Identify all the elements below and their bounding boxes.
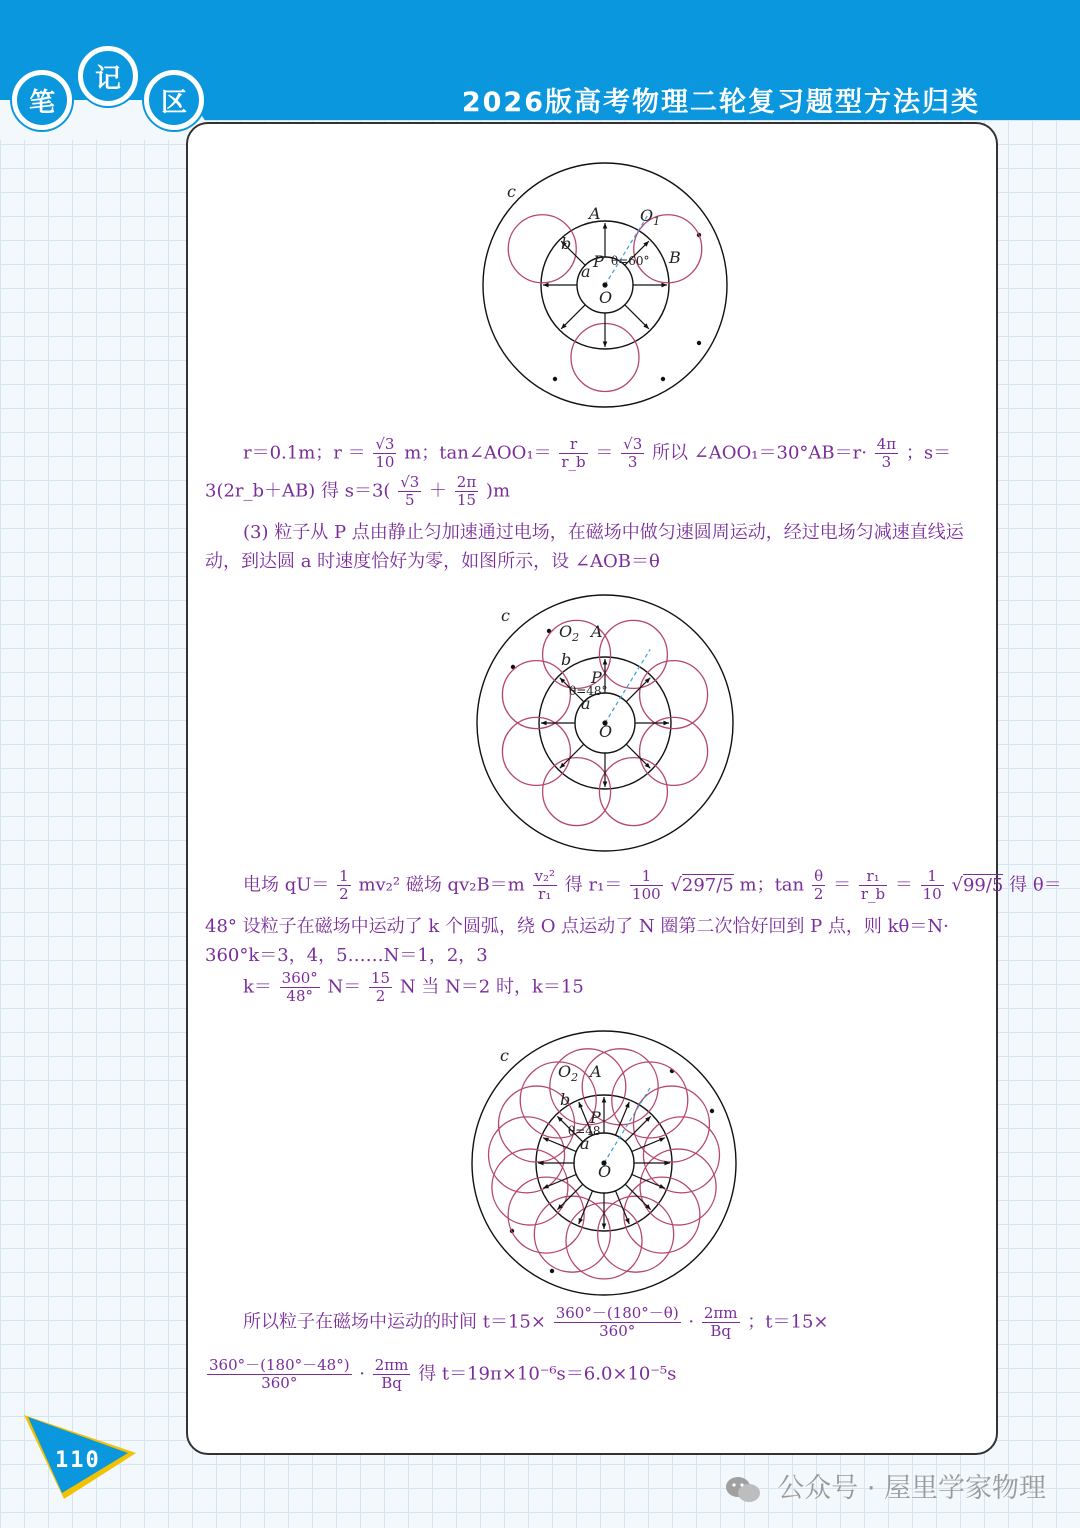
p2-line1: (3) 粒子从 P 点由静止匀加速通过电场，在磁场中做匀速圆周运动，经过电场匀减速直线运 bbox=[243, 522, 964, 543]
p1-line1 bbox=[205, 436, 980, 474]
p1-frac4 bbox=[875, 436, 898, 471]
p3-frac4 bbox=[812, 868, 826, 903]
p1-l1-d: ＝ bbox=[595, 442, 614, 464]
arrow-head bbox=[603, 781, 608, 787]
p2-line2: 动，到达圆 a 时速度恰好为零，如图所示，设 ∠AOB＝θ bbox=[205, 551, 660, 572]
label-theta: θ=48° bbox=[569, 684, 608, 698]
label-O2: $O_2$ bbox=[559, 622, 580, 644]
p3-line1 bbox=[205, 867, 1062, 912]
p1-frac6-num: 2π bbox=[456, 473, 477, 491]
p3-frac2-den: r₁ bbox=[538, 885, 552, 903]
label-B: B bbox=[669, 248, 681, 267]
trajectory-arc bbox=[643, 1117, 719, 1193]
p3-frac8-den: 2 bbox=[375, 987, 386, 1005]
arrow-head bbox=[579, 1102, 583, 1108]
p3-frac7 bbox=[280, 970, 320, 1005]
label-a: a bbox=[581, 694, 591, 713]
label-theta: θ=60° bbox=[611, 254, 650, 268]
arrow-head bbox=[663, 721, 669, 726]
p4-l1-c: ；t＝15× bbox=[747, 1311, 829, 1333]
trajectory-arc bbox=[489, 1117, 565, 1193]
p3-frac3 bbox=[630, 868, 663, 903]
p4-l1-a: 所以粒子在磁场中运动的时间 t＝15× bbox=[243, 1311, 546, 1333]
arrow-head bbox=[625, 1102, 629, 1108]
trajectory-arc bbox=[492, 1149, 568, 1225]
p4-frac3-den: 360° bbox=[261, 1374, 298, 1392]
p3-frac3-num: 1 bbox=[630, 868, 663, 886]
arrow-head bbox=[602, 1223, 607, 1229]
p1-line2 bbox=[205, 474, 980, 518]
p3-frac8-num: 15 bbox=[371, 969, 391, 987]
label-b: b bbox=[561, 650, 572, 669]
p1-frac2-num: r bbox=[559, 436, 587, 454]
paragraph-3 bbox=[205, 867, 1062, 1014]
label-c: c bbox=[500, 1046, 509, 1065]
wechat-icon bbox=[725, 1475, 761, 1505]
p3-frac5-num: r₁ bbox=[859, 868, 887, 886]
paragraph-4 bbox=[205, 1305, 980, 1409]
label-P: P bbox=[591, 668, 602, 687]
p1-frac4-den: 3 bbox=[881, 453, 892, 471]
p3-l1-b: mv₂² 磁场 qv₂B＝m bbox=[358, 874, 525, 896]
trajectory-arc bbox=[640, 1149, 716, 1225]
p3-frac4-den: 2 bbox=[813, 885, 824, 903]
p3-l1-e: ＝ bbox=[833, 874, 852, 896]
p1-l1-a: r＝0.1m；r bbox=[243, 442, 342, 464]
p4-frac2-num: 2πm bbox=[703, 1304, 738, 1322]
p3-frac2-num: v₂² bbox=[534, 867, 556, 885]
p1-l2-a: 3(2r_b＋AB) 得 s＝3( bbox=[205, 480, 391, 502]
p1-l2-c: )m bbox=[485, 480, 511, 502]
arrow-head bbox=[659, 1184, 665, 1188]
arrow-head bbox=[603, 341, 608, 347]
p4-l1-b: · bbox=[688, 1311, 695, 1333]
p4-frac3 bbox=[207, 1357, 352, 1392]
p3-frac6-den: 10 bbox=[922, 885, 942, 903]
arrow-head bbox=[659, 1138, 665, 1142]
p3-frac5 bbox=[859, 868, 887, 903]
p1-l1-b: ＝ bbox=[347, 442, 366, 464]
figure-2 bbox=[470, 588, 740, 858]
p3-line2: 48° 设粒子在磁场中运动了 k 个圆弧，绕 O 点运动了 N 圈第二次恰好回到 P 点，则 kθ＝N· bbox=[205, 916, 949, 937]
p1-frac1-num: √3 bbox=[375, 435, 395, 453]
arrow-head bbox=[579, 1218, 583, 1224]
field-dot bbox=[710, 1109, 714, 1113]
p3-l1-d: m；tan bbox=[739, 874, 805, 896]
p3-sqrt2: √99/5 bbox=[951, 874, 1004, 896]
trajectory-arc bbox=[599, 620, 667, 688]
label-a: a bbox=[581, 262, 591, 281]
center-O bbox=[602, 282, 607, 287]
label-a: a bbox=[580, 1134, 590, 1153]
p4-frac1-den: 360° bbox=[599, 1322, 636, 1340]
trajectory-arc bbox=[624, 1177, 700, 1253]
p4-line1 bbox=[205, 1305, 980, 1357]
trajectory-arc bbox=[508, 1177, 584, 1253]
p3-l1-f: ＝ bbox=[894, 874, 913, 896]
p1-frac2 bbox=[559, 436, 587, 471]
label-O2: $O_2$ bbox=[558, 1062, 579, 1084]
p1-frac6-den: 15 bbox=[456, 491, 477, 509]
p3-frac4-num: θ bbox=[812, 868, 826, 886]
field-dot bbox=[697, 341, 701, 345]
p3-frac1-num: 1 bbox=[339, 867, 349, 885]
p3-frac2 bbox=[533, 868, 558, 903]
p1-l2-b: ＋ bbox=[429, 480, 448, 502]
figure-1 bbox=[470, 155, 740, 415]
p3-line4 bbox=[205, 970, 980, 1014]
label-theta: θ=48 bbox=[568, 1124, 601, 1138]
p4-frac4-den: Bq bbox=[381, 1374, 402, 1392]
label-O: O bbox=[599, 288, 613, 307]
trajectory-arc bbox=[599, 758, 667, 826]
label-O: O bbox=[599, 722, 613, 741]
p3-frac7-num: 360° bbox=[281, 969, 318, 987]
p3-sqrt1-body: 297/5 bbox=[681, 874, 734, 896]
p3-l1-g: 得 θ＝ bbox=[1009, 874, 1062, 896]
p3-frac3-den: 100 bbox=[632, 885, 661, 903]
arrow-head bbox=[602, 1097, 607, 1103]
p1-frac6 bbox=[455, 474, 478, 509]
p1-frac2-den: r_b bbox=[561, 453, 586, 471]
p3-l4-b: N＝ bbox=[327, 976, 362, 998]
p3-l4-a: k＝ bbox=[243, 976, 272, 998]
p4-frac4 bbox=[373, 1357, 411, 1392]
page-number: 110 bbox=[55, 1448, 101, 1473]
p4-frac2-den: Bq bbox=[710, 1322, 732, 1340]
field-dot bbox=[661, 377, 665, 381]
arrow-head bbox=[543, 1184, 549, 1188]
p1-frac3-den: 3 bbox=[627, 453, 638, 471]
p4-l2-a: · bbox=[359, 1363, 366, 1385]
p3-frac7-den: 48° bbox=[286, 987, 314, 1005]
figure-1-drawing bbox=[483, 163, 727, 407]
p3-frac5-den: r_b bbox=[860, 885, 886, 903]
label-b: b bbox=[561, 234, 572, 253]
badge-qu: 区 bbox=[144, 70, 204, 130]
p1-frac3-num: √3 bbox=[623, 435, 643, 453]
p1-frac5 bbox=[398, 474, 421, 509]
p1-frac1-den: 10 bbox=[375, 453, 395, 471]
trajectory-arc bbox=[502, 717, 570, 785]
p4-frac4-num: 2πm bbox=[374, 1356, 409, 1374]
p1-frac4-num: 4π bbox=[876, 435, 897, 453]
label-c: c bbox=[501, 606, 510, 625]
arrow-head bbox=[603, 223, 608, 229]
field-dot bbox=[550, 1269, 554, 1273]
book-title: 2026版高考物理二轮复习题型方法归类 bbox=[461, 87, 980, 118]
label-P: P bbox=[590, 1108, 601, 1127]
p3-frac6-num: 1 bbox=[921, 868, 944, 886]
label-c: c bbox=[507, 182, 516, 201]
p4-line2 bbox=[205, 1357, 980, 1409]
trajectory-arc bbox=[640, 661, 708, 729]
p3-frac1-den: 2 bbox=[339, 885, 349, 903]
p3-l1-a: 电场 qU＝ bbox=[243, 874, 330, 896]
paragraph-1 bbox=[205, 436, 980, 576]
p3-line3: 360°k＝3，4，5……N＝1，2，3 bbox=[205, 945, 488, 966]
p4-frac3-num: 360°－(180°－48°) bbox=[209, 1356, 350, 1374]
p1-l1-c: m；tan∠AOO₁＝ bbox=[404, 442, 552, 464]
arrow-head bbox=[603, 659, 608, 665]
p1-frac5-num: √3 bbox=[400, 473, 420, 491]
badge-ji: 记 bbox=[78, 46, 138, 106]
p1-l1-f: ；s＝ bbox=[905, 442, 952, 464]
arrow-head bbox=[543, 1138, 549, 1142]
label-A: A bbox=[591, 622, 603, 641]
p3-frac6 bbox=[921, 868, 944, 903]
p3-sqrt2-body: 99/5 bbox=[962, 874, 1004, 896]
p1-frac5-den: 5 bbox=[404, 491, 415, 509]
field-dot bbox=[553, 377, 557, 381]
p1-l1-e: 所以 ∠AOO₁＝30°AB＝r· bbox=[651, 442, 867, 464]
p3-frac1 bbox=[337, 868, 351, 903]
label-b: b bbox=[560, 1090, 571, 1109]
label-A: A bbox=[589, 204, 601, 223]
label-A: A bbox=[590, 1062, 602, 1081]
p4-frac2 bbox=[702, 1305, 740, 1340]
label-O1: $O_1$ bbox=[640, 206, 661, 228]
badge-bi: 笔 bbox=[12, 70, 72, 130]
arrow-head bbox=[541, 721, 547, 726]
p3-frac8 bbox=[369, 970, 392, 1005]
trajectory-arc bbox=[543, 758, 611, 826]
p4-frac1-num: 360°－(180°－θ) bbox=[555, 1304, 679, 1322]
p1-frac1 bbox=[373, 436, 396, 471]
watermark bbox=[725, 1466, 1046, 1505]
label-O: O bbox=[598, 1162, 612, 1181]
arrow-head bbox=[625, 1218, 629, 1224]
p3-l4-c: N 当 N＝2 时，k＝15 bbox=[399, 976, 584, 998]
p1-frac3 bbox=[621, 436, 644, 471]
figure-3 bbox=[466, 1028, 742, 1298]
watermark-text: 公众号 · 屋里学家物理 bbox=[777, 1473, 1046, 1504]
trajectory-arc bbox=[502, 661, 570, 729]
label-P: P bbox=[593, 252, 604, 271]
p4-frac1 bbox=[554, 1305, 681, 1340]
trajectory-arc bbox=[640, 717, 708, 785]
p3-l1-c: 得 r₁＝ bbox=[564, 874, 623, 896]
p3-sqrt1: √297/5 bbox=[670, 874, 734, 896]
p4-l2-b: 得 t＝19π×10⁻⁶s＝6.0×10⁻⁵s bbox=[418, 1363, 677, 1385]
